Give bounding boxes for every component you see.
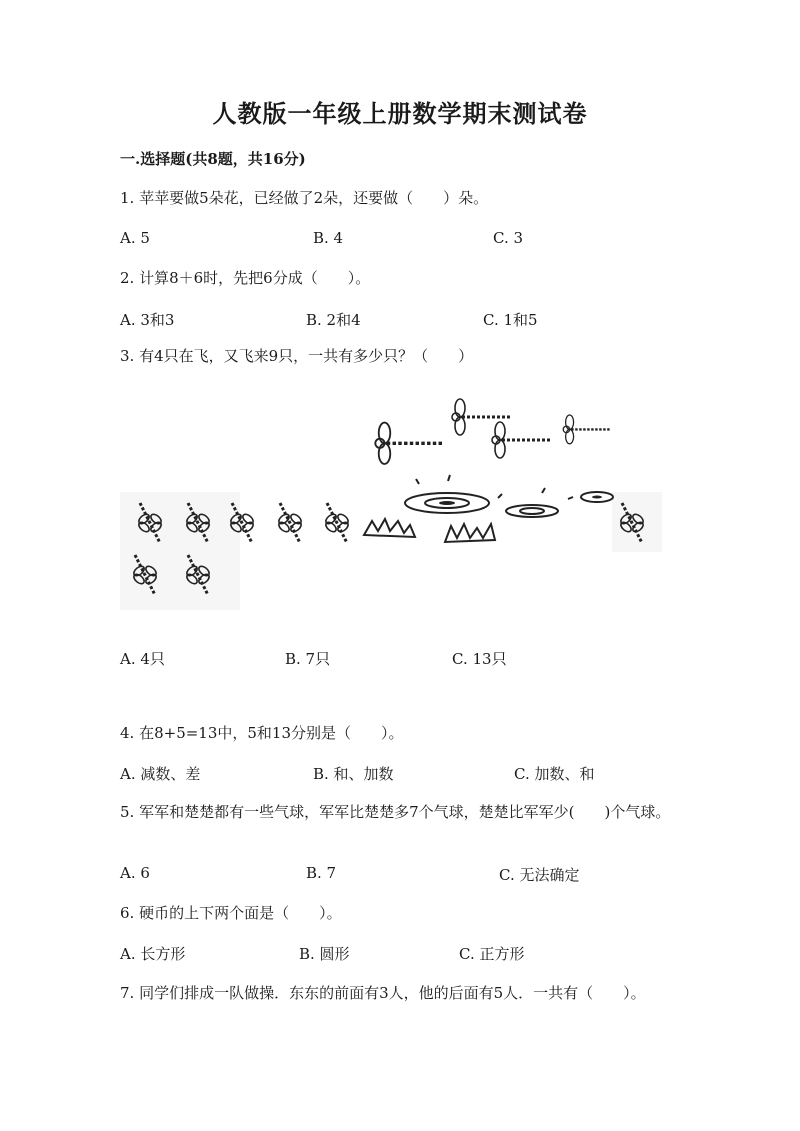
q4-option-b[interactable]: B. 和、加数: [313, 765, 394, 783]
dragonfly-illustration: [120, 395, 680, 610]
q6-option-b[interactable]: B. 圆形: [299, 945, 350, 963]
question-7: 7. 同学们排成一队做操．东东的前面有3人，他的后面有5人．一共有（ ）。: [120, 984, 646, 1002]
q3-option-c[interactable]: C. 13只: [452, 650, 507, 668]
q2-option-a[interactable]: A. 3和3: [120, 311, 175, 329]
q2-option-b[interactable]: B. 2和4: [306, 311, 361, 329]
question-2: 2. 计算8＋6时，先把6分成（ ）。: [120, 269, 371, 287]
q5-option-a[interactable]: A. 6: [120, 864, 150, 882]
page-title: 人教版一年级上册数学期末测试卷: [212, 99, 588, 128]
question-4: 4. 在8+5=13中，5和13分别是（ ）。: [120, 724, 404, 742]
q4-option-c[interactable]: C. 加数、和: [514, 765, 595, 783]
q2-option-c[interactable]: C. 1和5: [483, 311, 538, 329]
q1-option-a[interactable]: A. 5: [120, 229, 150, 247]
question-5: 5. 军军和楚楚都有一些气球，军军比楚楚多7个气球，楚楚比军军少( )个气球。: [120, 803, 671, 821]
question-1: 1. 苹苹要做5朵花，已经做了2朵，还要做（ ）朵。: [120, 189, 489, 207]
q4-option-a[interactable]: A. 减数、差: [120, 765, 201, 783]
q6-option-a[interactable]: A. 长方形: [120, 945, 186, 963]
q1-option-c[interactable]: C. 3: [493, 229, 524, 247]
section-heading: 一.选择题(共8题，共16分): [120, 150, 306, 168]
q5-option-c[interactable]: C. 无法确定: [499, 866, 580, 884]
question-6: 6. 硬币的上下两个面是（ ）。: [120, 904, 342, 922]
q1-option-b[interactable]: B. 4: [313, 229, 344, 247]
q3-option-a[interactable]: A. 4只: [120, 650, 165, 668]
q6-option-c[interactable]: C. 正方形: [459, 945, 525, 963]
q5-option-b[interactable]: B. 7: [306, 864, 337, 882]
q3-option-b[interactable]: B. 7只: [285, 650, 331, 668]
question-3: 3. 有4只在飞，又飞来9只，一共有多少只？（ ）: [120, 347, 474, 365]
